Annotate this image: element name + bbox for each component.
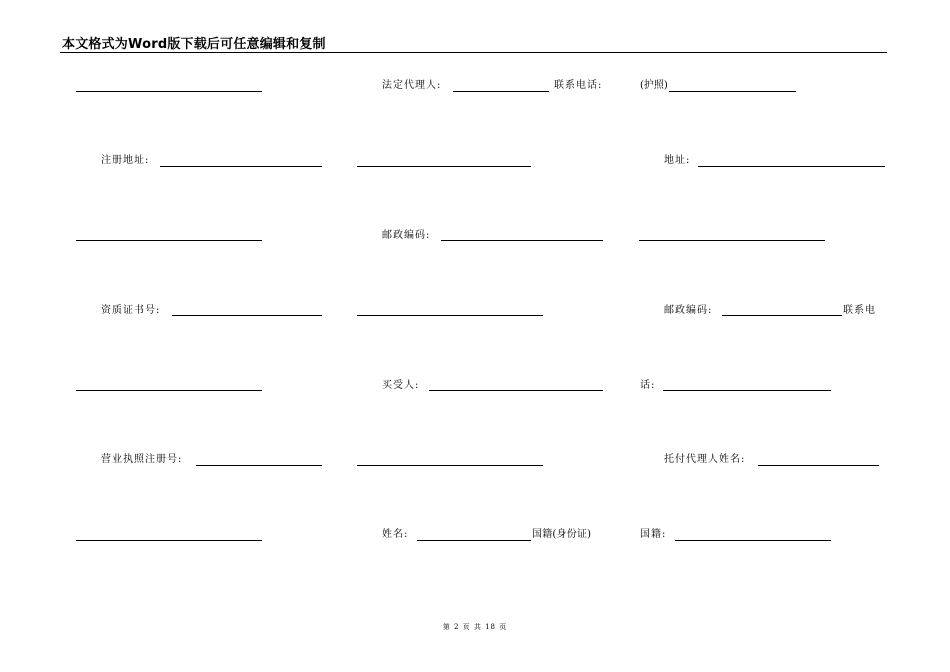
agent-name-blank bbox=[758, 465, 879, 466]
header-divider bbox=[60, 52, 887, 53]
legal-representative-label: 法定代理人: bbox=[382, 80, 442, 91]
document-header-title: 本文格式为Word版下载后可任意编辑和复制 bbox=[62, 37, 326, 52]
qualification-certificate-label: 资质证书号: bbox=[101, 305, 161, 316]
postal-code-blank bbox=[441, 240, 603, 241]
registered-address-label: 注册地址: bbox=[101, 155, 150, 166]
postal-code-label: 邮政编码: bbox=[382, 230, 431, 241]
registered-address-blank bbox=[160, 166, 322, 167]
contact-phone-label-part2: 话: bbox=[640, 380, 656, 391]
nationality-id-label: 国籍(身份证) bbox=[532, 529, 592, 540]
postal-code-blank-2 bbox=[722, 315, 842, 316]
buyer-label: 买受人: bbox=[382, 380, 420, 391]
postal-code-label-2: 邮政编码: bbox=[664, 305, 713, 316]
passport-label: (护照) bbox=[640, 80, 668, 91]
blank-line bbox=[357, 166, 531, 167]
blank-line bbox=[76, 540, 262, 541]
buyer-blank bbox=[429, 390, 603, 391]
blank-line bbox=[357, 315, 543, 316]
name-label: 姓名: bbox=[382, 529, 409, 540]
contact-phone-label-part1: 联系电 bbox=[843, 305, 876, 316]
name-blank bbox=[417, 540, 531, 541]
qualification-certificate-blank bbox=[172, 315, 322, 316]
page-number: 第 2 页 共 18 页 bbox=[442, 623, 508, 631]
blank-line bbox=[357, 465, 543, 466]
agent-name-label: 托付代理人姓名: bbox=[664, 454, 746, 465]
contact-phone-label: 联系电话: bbox=[554, 80, 603, 91]
legal-representative-blank bbox=[453, 91, 549, 92]
nationality-blank bbox=[675, 540, 831, 541]
contact-phone-blank bbox=[663, 390, 831, 391]
blank-line bbox=[76, 390, 262, 391]
business-license-label: 营业执照注册号: bbox=[101, 454, 183, 465]
blank-line bbox=[76, 91, 262, 92]
address-label: 地址: bbox=[664, 155, 691, 166]
address-blank bbox=[698, 166, 885, 167]
nationality-label: 国籍: bbox=[640, 529, 667, 540]
blank-line bbox=[76, 240, 262, 241]
blank-line bbox=[639, 240, 825, 241]
business-license-blank bbox=[196, 465, 322, 466]
passport-blank bbox=[669, 91, 796, 92]
